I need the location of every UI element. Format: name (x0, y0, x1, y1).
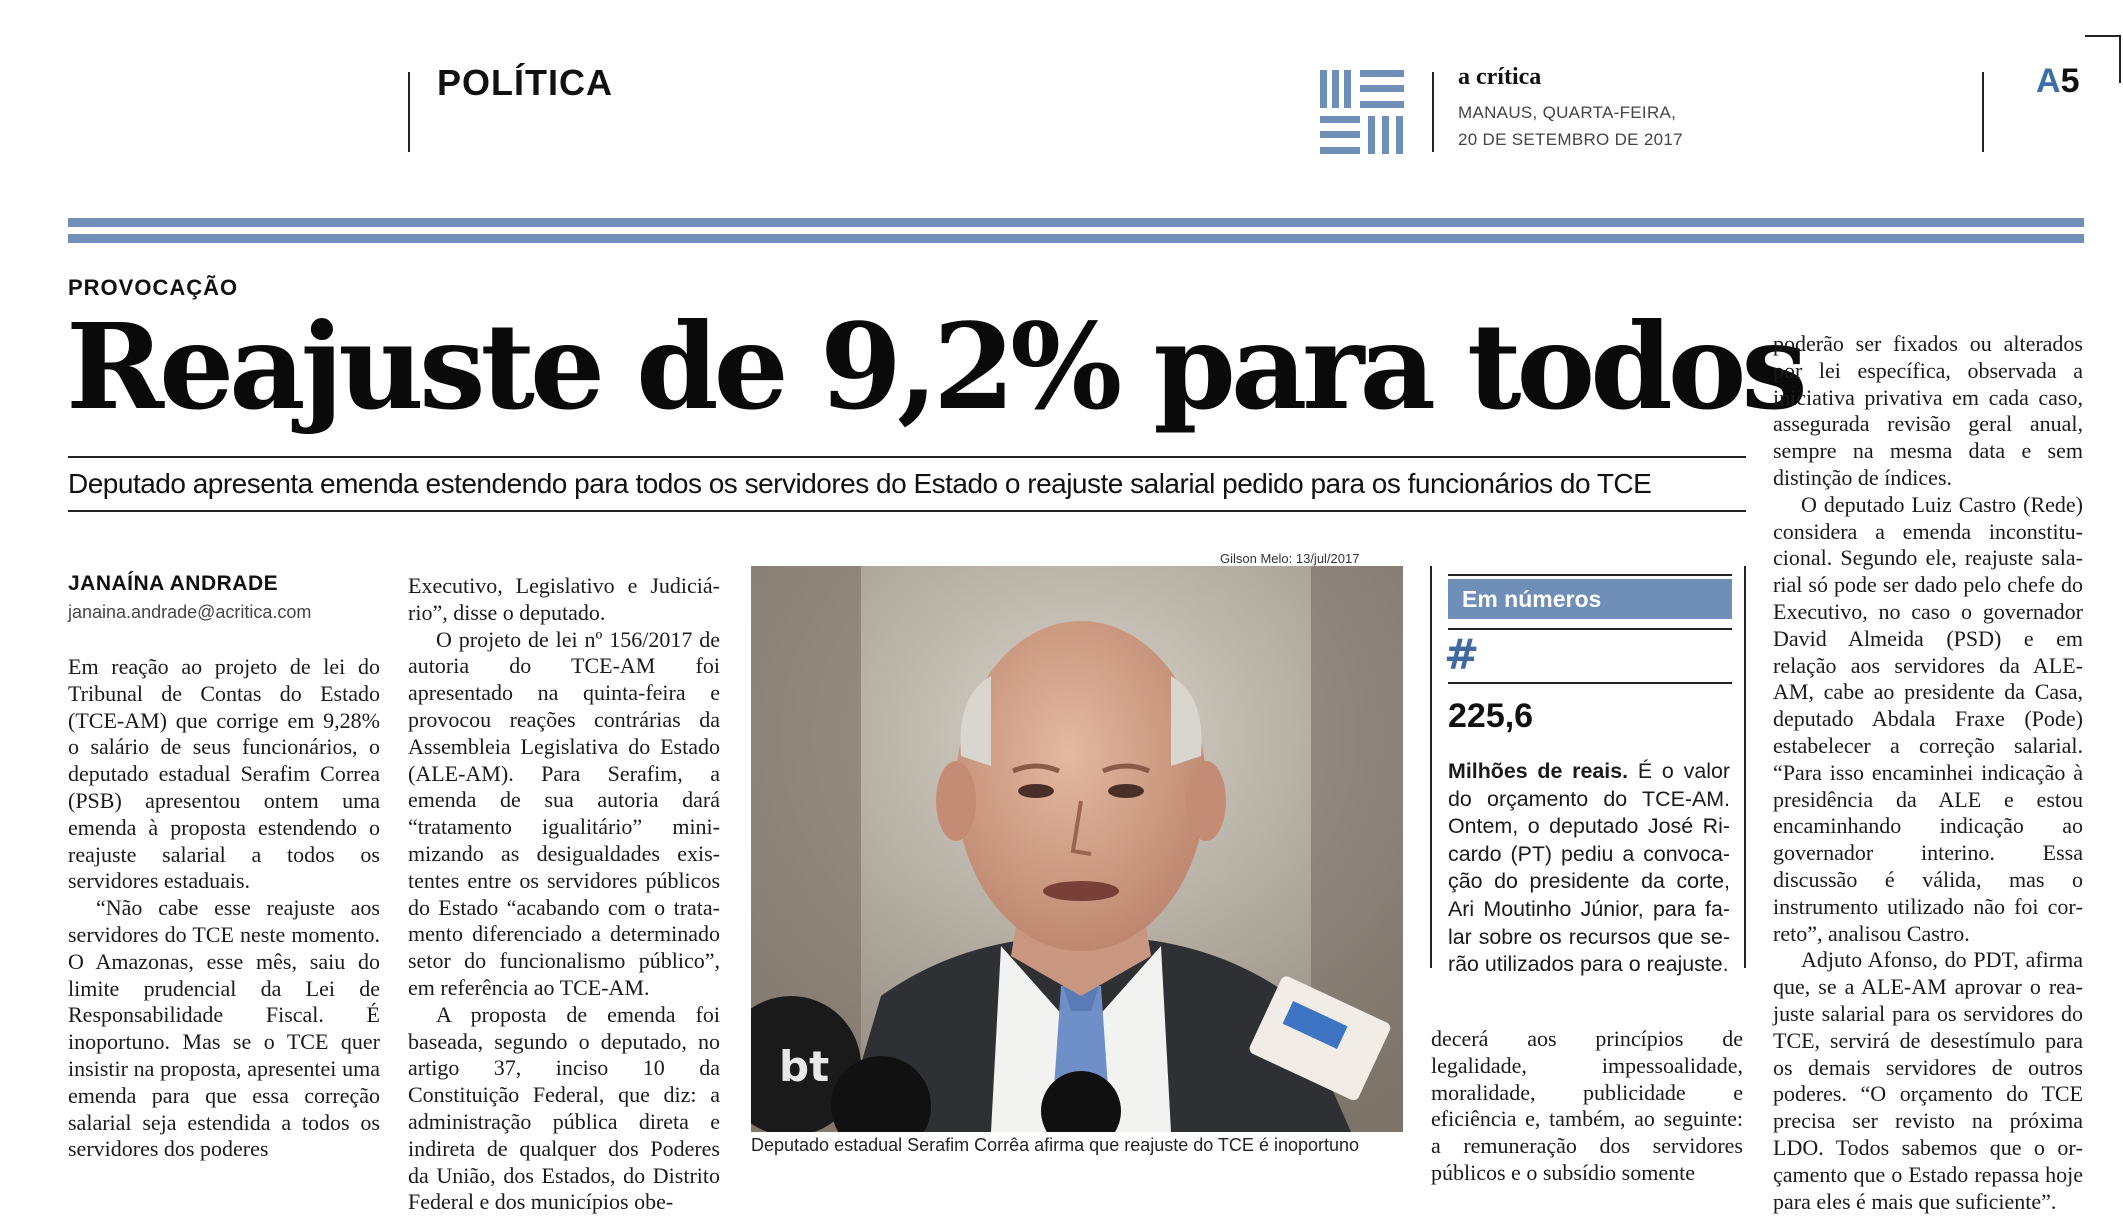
sidebar-text (1448, 758, 1730, 979)
section-label: POLÍTICA (437, 62, 613, 103)
edition-city-day: MANAUS, QUARTA-FEIRA, (1458, 103, 1677, 122)
photo-caption: Deputado estadual Serafim Corrêa afirma que reajuste do TCE é inoportuno (751, 1135, 1360, 1155)
paragraph: decerá aos princípios de legalidade, impessoalidade, moralidade, publicidade e eficiência e, também, ao seguinte: a remuneração dos servidores públicos e o subsídio somente (1431, 1026, 1743, 1185)
paragraph: A proposta de emenda foi baseada, segundo o deputado, no artigo 37, inciso 10 da Constituição Federal, que diz: a administração pública direta e indireta de qualquer dos Poderes da União, dos Estados, do Distrito Federal e dos municípios obe- (408, 1001, 720, 1215)
edition-date: 20 DE SETEMBRO DE 2017 (1458, 130, 1683, 149)
article-column-3 (1431, 1026, 1743, 1187)
sidebar-rule-mid (1448, 682, 1732, 684)
paragraph: O deputado Luiz Castro (Rede) considera a emenda inconstitucional. Segundo ele, reajuste salarial só pode ser dado pelo chefe do Executivo, no caso o governador David Almeida (PSD) e em relação aos servidores da ALE-AM, cabe ao presidente da Casa, deputado Abdala Fraxe (Pode) estabelecer a correção salarial. “Para isso encaminhei indicação à presidência da ALE e estou encaminhando indicação ao governador interino. Essa discussão é válida, mas o instrumento utilizado não foi correto”, analisou Castro. (1773, 491, 2083, 946)
header-divider-left (408, 72, 410, 152)
sidebar-divider-left (1430, 566, 1432, 968)
byline-author: JANAÍNA ANDRADE (68, 572, 279, 595)
paragraph: Adjuto Afonso, do PDT, afirma que, se a ALE-AM aprovar o reajuste salarial para os servidores do TCE, servirá de desestímulo para os demais servidores de outros poderes. “O orçamento do TCE precisa ser revisto na próxima LDO. Todos sabemos que o orçamento que o Estado repassa hoje para eles é mais que suficiente”. (1773, 947, 2083, 1214)
header-divider-brand (1432, 72, 1434, 152)
crop-mark (2119, 35, 2121, 83)
header-band-top (68, 218, 2084, 227)
page-digit: 5 (2060, 62, 2080, 100)
paragraph: O projeto de lei nº 156/2017 de autoria do TCE-AM foi apresentado na quinta-feira e provocou reações contrárias da Assembleia Legislativa do Estado (ALE-AM). Para Serafim, a emenda de sua autoria dará “tratamento igualitário” minimizando as desigualdades existentes entre os servidores públicos do Estado “acabando com o tratamento diferenciado a determinado setor do funcionalismo público”, em referência ao TCE-AM. (408, 626, 720, 1000)
sidebar-lead: Milhões de reais. (1448, 759, 1629, 783)
article-column-1 (68, 654, 380, 1163)
sidebar-title: Em números (1448, 579, 1732, 619)
paragraph: poderão ser fixados ou alterados por lei específica, observada a iniciativa privativa em cada caso, assegurada revisão geral anual, sempre na mesma data e sem distinção de índices. (1773, 331, 2083, 490)
brand-name: a crítica (1458, 64, 1542, 90)
page-number (2036, 62, 2079, 101)
header-divider-right (1982, 72, 1984, 152)
sidebar-body: É o valor do orçamento do TCE-AM. Ontem, o deputado José Ricardo (PT) pediu a convocação do presidente da corte, Ari Moutinho Júnior, para falar sobre os recursos que serão utilizados para o reajuste. (1448, 759, 1730, 977)
sidebar-divider-right (1744, 566, 1746, 968)
paragraph: Em reação ao projeto de lei do Tribunal de Contas do Estado (TCE-AM) que corrige em 9,28% o salário de seus funcionários, o deputado estadual Serafim Correa (PSB) apresentou ontem uma emenda à proposta estendendo o reajuste salarial a todos os servidores estaduais. (68, 654, 380, 894)
photo-credit: Gilson Melo: 13/jul/2017 (1220, 551, 1360, 566)
article-headline: Reajuste de 9,2% para todos (66, 297, 1803, 436)
sidebar-number: 225,6 (1448, 697, 1534, 735)
sidebar-rule-top (1448, 574, 1732, 576)
article-kicker: PROVOCAÇÃO (68, 275, 239, 300)
newspaper-logo-icon (1320, 70, 1404, 154)
header-band-bottom (68, 234, 2084, 243)
mic-logo: bt (779, 1042, 830, 1091)
deck-rule-bottom (68, 510, 1746, 512)
article-column-4 (1773, 331, 2083, 1215)
hash-icon: # (1444, 630, 1480, 679)
crop-mark (2085, 35, 2121, 37)
sidebar-rule-under-title (1448, 628, 1732, 630)
deck-rule-top (68, 456, 1746, 458)
byline-email: janaina.andrade@acritica.com (68, 602, 312, 622)
paragraph: Executivo, Legislativo e Judiciário”, disse o deputado. (408, 573, 720, 625)
article-column-2 (408, 573, 720, 1216)
photo-portrait-illustration (751, 566, 1403, 1132)
article-deck: Deputado apresenta emenda estendendo para todos os servidores do Estado o reajuste salarial pedido para os funcionários do TCE (68, 468, 1652, 499)
article-photo (751, 566, 1403, 1132)
paragraph: “Não cabe esse reajuste aos servidores do TCE neste momento. O Amazonas, esse mês, saiu do limite prudencial da Lei de Responsabilidade Fiscal. É inoportuno. Mas se o TCE quer insistir na proposta, apresentei uma emenda para que essa correção salarial seja estendida a todos os servidores dos poderes (68, 895, 380, 1162)
page-prefix: A (2036, 62, 2061, 100)
